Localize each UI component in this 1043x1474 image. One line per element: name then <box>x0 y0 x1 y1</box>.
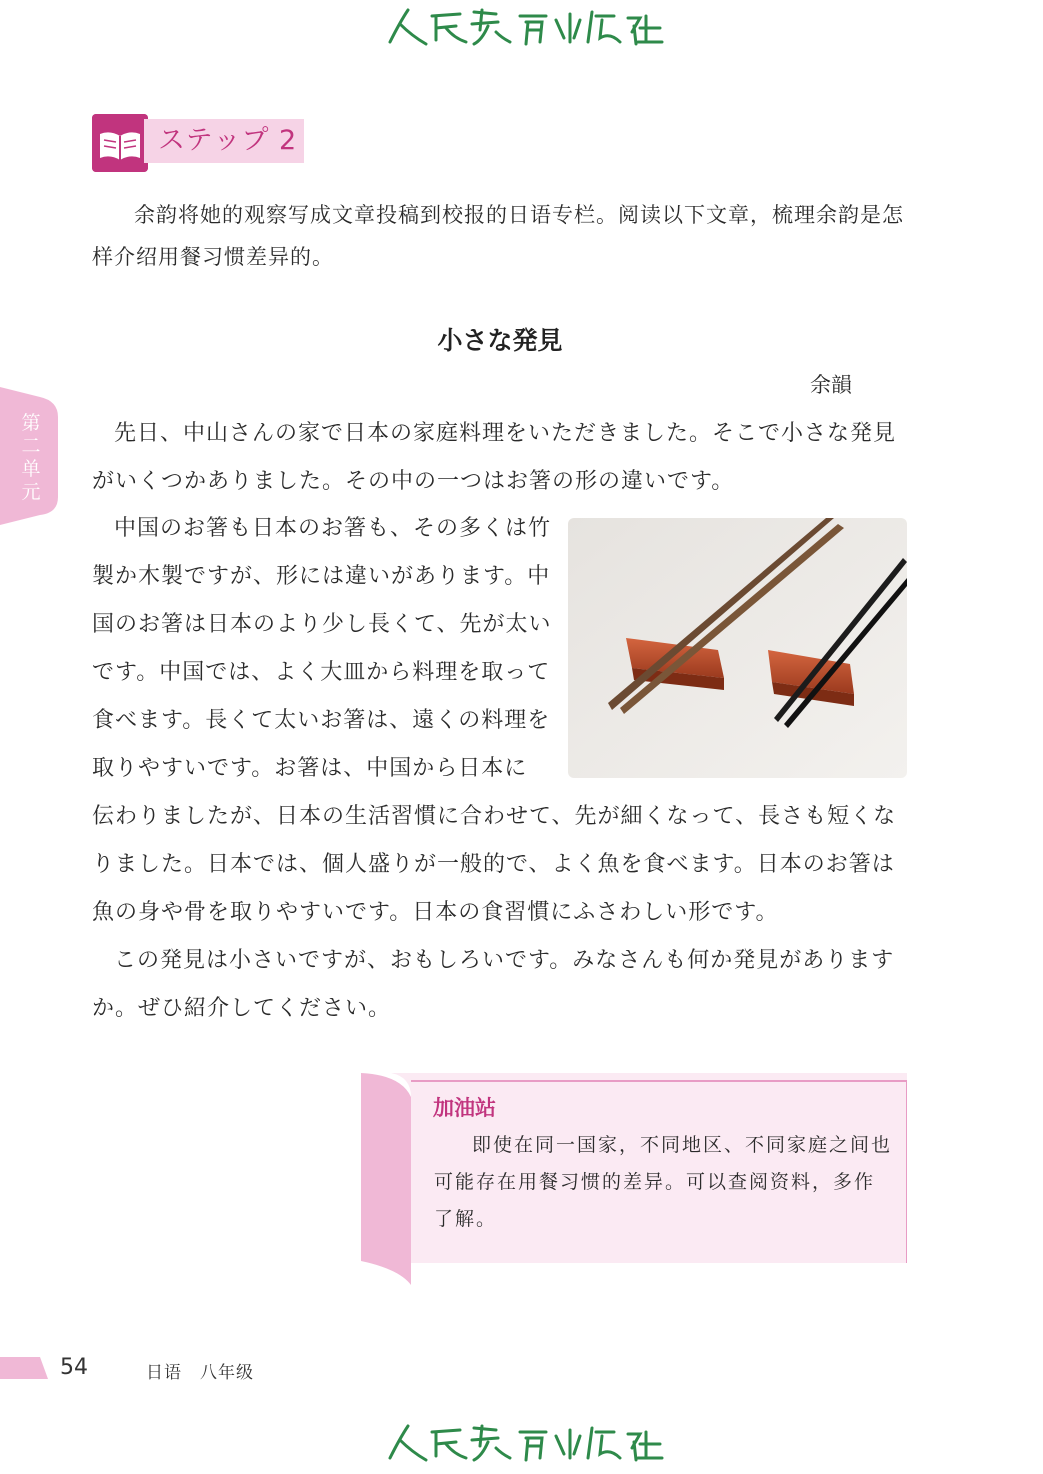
book-name: 日语 八年级 <box>146 1363 254 1383</box>
article-paragraph: 中国のお箸も日本のお箸も、その多くは竹製か木製ですが、形には違いがあります。中国のお箸は日本のより少し長くて、先が太いです。中国では、よく大皿から料理を取って食べます。長くて太いお箸は、遠くの料理を取りやすいです。お箸は、中国から日本に <box>92 516 552 781</box>
article-paragraph: 先日、中山さんの家で日本の家庭料理をいただきました。そこで小さな発見がいくつかありました。その中の一つはお箸の形の違いです。 <box>92 421 897 494</box>
chopsticks-photo <box>568 518 907 778</box>
open-book-icon <box>92 114 148 172</box>
article-paragraph: この発見は小さいですが、おもしろいです。みなさんも何か発見がありますか。ぜひ紹介してください。 <box>92 948 895 1021</box>
step-label: ステップ 2 <box>144 119 304 163</box>
footer-bar <box>0 1357 48 1379</box>
article-paragraph: 伝わりましたが、日本の生活習慣に合わせて、先が細くなって、長さも短くなりました。日本では、個人盛りが一般的で、よく魚を食べます。日本のお箸は魚の身や骨を取りやすいです。日本の食習慣にふさわしい形です。 <box>92 804 897 925</box>
unit-side-label: 第二单元 <box>21 412 41 503</box>
instruction-text: 余韵将她的观察写成文章投稿到校报的日语专栏。阅读以下文章，梳理余韵是怎样介绍用餐习惯差异的。 <box>92 203 904 269</box>
article-title: 小さな発見 <box>437 326 563 355</box>
publisher-logo <box>370 2 670 52</box>
page-number: 54 <box>60 1355 88 1380</box>
publisher-logo <box>370 1418 670 1468</box>
article-author: 余韻 <box>810 373 852 397</box>
tip-body: 即使在同一国家，不同地区、不同家庭之间也可能存在用餐习惯的差异。可以查阅资料，多作了解。 <box>434 1134 893 1230</box>
tip-title: 加油站 <box>433 1096 496 1120</box>
